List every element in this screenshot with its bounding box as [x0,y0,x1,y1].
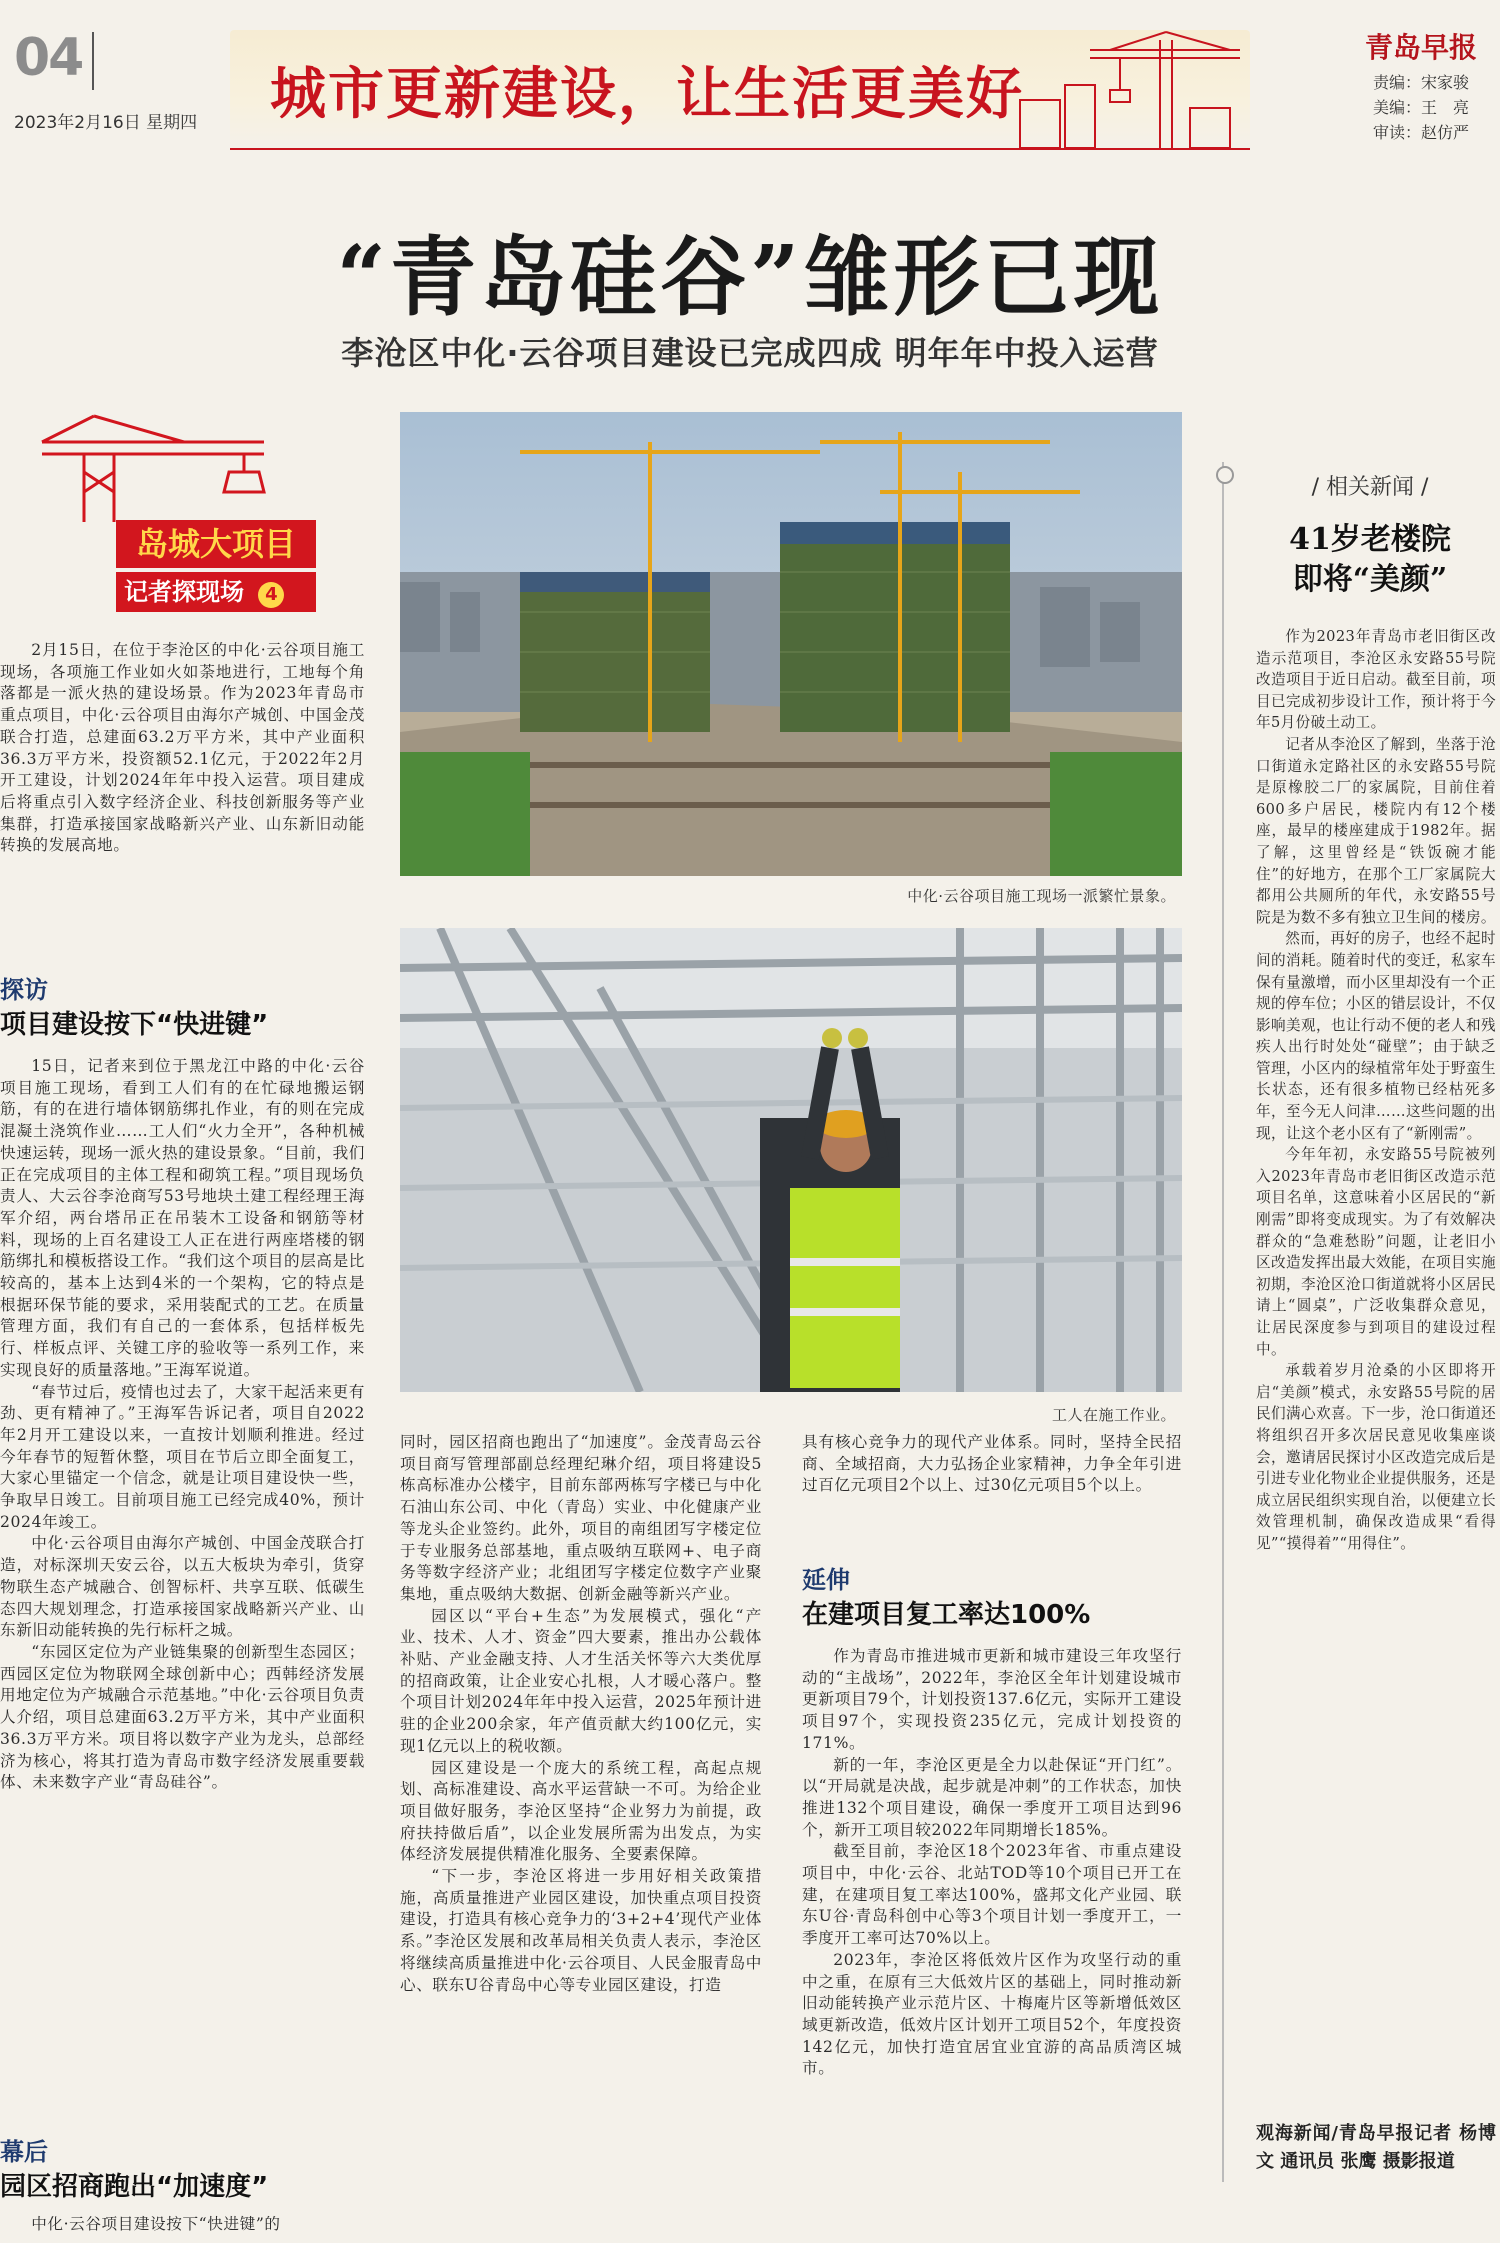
badge-number: 4 [258,582,284,608]
lead-paragraph [0,640,365,857]
editor-line: 美编：王 亮 [1373,98,1470,117]
related-news-paragraph: 然而，再好的房子，也经不起时间的消耗。随着时代的变迁，私家车保有量激增，而小区里却没有一个正规的停车位；小区的错层设计，不仅影响美观，也让行动不便的老人和残疾人出行时处处“碰壁”；由于缺乏管理，小区内的绿植常年处于野蛮生长状态，还有很多植物已经枯死多年，至今无人问津……这些问题的出现，让这个老小区有了“新刚需”。 [1256,930,1496,1142]
section3-paragraph: 新的一年，李沧区更是全力以赴保证“开门红”。以“开局就是决战，起步就是冲刺”的工作状态，加快推进132个项目建设，确保一季度开工项目达到96个，新开工项目较2022年同期增长185%。 [802,1755,1182,1839]
section1-body [0,1056,365,1794]
column2-paragraph: 同时，园区招商也跑出了“加速度”。金茂青岛云谷项目商写管理部副总经理纪琳介绍，项目将建设5栋高标准办公楼宇，目前东部两栋写字楼已与中化石油山东公司、中化（青岛）实业、中化健康产业等龙头企业签约。此外，项目的南组团写字楼定位于专业服务总部基地，重点吸纳互联网+、电子商务等数字经济产业；北组团写字楼定位数字产业聚集地，重点吸纳大数据、创新金融等新兴产业。 [400,1433,762,1603]
subheadline: 李沧区中化·云谷项目建设已完成四成 明年年中投入运营 [341,334,1159,372]
related-news-paragraph: 今年年初，永安路55号院被列入2023年青岛市老旧街区改造示范项目名单，这意味着小区居民的“新刚需”即将变成现实。为了有效解决群众的“急难愁盼”问题，让老旧小区改造发挥出最大效能，在项目实施初期，李沧区沧口街道就将小区居民请上“圆桌”，广泛收集群众意见，让居民深度参与到项目的建设过程中。 [1256,1146,1496,1358]
page-number: 04 [14,28,83,88]
section1-tag: 探访 [0,976,48,1004]
section1-paragraph: 15日，记者来到位于黑龙江中路的中化·云谷项目施工现场，看到工人们有的在忙碌地搬运钢筋，有的在进行墙体钢筋绑扎作业，有的则在完成混凝土浇筑作业……工人们“火力全开”，各种机械快速运转，现场一派火热的建设景象。“目前，我们正在完成项目的主体工程和砌筑工程。”项目现场负责人、大云谷李沧商写53号地块土建工程经理王海军介绍，两台塔吊正在吊装木工设备和钢筋等材料，现场的上百名建设工人正在进行两座塔楼的钢筋绑扎和模板搭设工作。“我们这个项目的层高是比较高的，基本上达到4米的一个架构，它的特点是根据环保节能的要求，采用装配式的工艺。在质量管理方面，我们有自己的一套体系，包括样板先行、样板点评、关键工序的验收等一系列工作，来实现良好的质量落地。”王海军说道。 [0,1057,365,1379]
related-news-paragraph: 记者从李沧区了解到，坐落于沧口街道永定路社区的永安路55号院是原橡胶二厂的家属院，目前住着600多户居民，楼院内有12个楼座，最早的楼座建成于1982年。据了解，这里曾经是“铁饭碗才能住”的好地方，在那个工厂家属院大都用公共厕所的年代，永安路55号院是为数不多有独立卫生间的楼房。 [1256,735,1496,926]
editor-line: 审读：赵仿严 [1373,123,1470,142]
editor-line: 责编：宋家骏 [1373,73,1470,92]
sidebar-divider [1222,462,1224,2182]
section2-tag: 幕后 [0,2138,48,2166]
related-news-title-line: 41岁老楼院 [1289,522,1451,557]
column2-paragraph: 园区以“平台+生态”为发展模式，强化“产业、技术、人才、资金”四大要素，推出办公载体补贴、产业金融支持、人才生活关怀等六大类优厚的招商政策，让企业安心扎根，人才暖心落户。整个项目计划2024年年中投入运营，2025年预计进驻的企业200余家，年产值贡献大约100亿元，实现1亿元以上的税收额。 [400,1606,762,1755]
section3-body [802,1646,1182,2080]
crane-badge-icon [34,412,274,522]
related-news-tag: / 相关新闻 / [1311,475,1429,500]
section3-paragraph: 作为青岛市推进城市更新和城市建设三年攻坚行动的“主战场”，2022年，李沧区全年计划建设城市更新项目79个，计划投资137.6亿元，实际开工建设项目97个，实现投资235亿元，完成计划投资的171%。 [802,1647,1182,1752]
section1-paragraph: “春节过后，疫情也过去了，大家干起活来更有劲、更有精神了。”王海军告诉记者，项目自2022年2月开工建设以来，一直按计划顺利推进。经过今年春节的短暂休整，项目在节后立即全面复工，大家心里锚定一个信念，就是让项目建设快一些，争取早日竣工。目前项目施工已经完成40%，预计2024年竣工。 [0,1382,365,1531]
editor-credits [1373,70,1469,145]
column3-paragraph: 具有核心竞争力的现代产业体系。同时，坚持全民招商、全域招商，大力弘扬企业家精神，力争全年引进过百亿元项目2个以上、过30亿元项目5个以上。 [802,1433,1182,1495]
headline: “青岛硅谷”雏形已现 [336,227,1164,328]
badge-subtitle [116,572,316,612]
crane-skyline-icon [990,30,1250,148]
section2-body [0,2214,365,2236]
section-banner [230,30,1250,150]
column2-body [400,1432,762,1996]
related-news-byline: 观海新闻/青岛早报记者 杨博文 通讯员 张鹰 摄影报道 [1256,2123,1496,2172]
lead-text: 2月15日，在位于李沧区的中化·云谷项目施工现场，各项施工作业如火如荼地进行，工地每个角落都是一派火热的建设场景。作为2023年青岛市重点项目，中化·云谷项目由海尔产城创、中国金茂联合打造，总建面63.2万平方米，其中产业面积36.3万平方米，投资额52.1亿元，于2022年2月开工建设，计划2024年年中投入运营。项目建成后将重点引入数字经济企业、科技创新服务等产业集群，打造承接国家战略新兴产业、山东新旧动能转换的发展高地。 [0,641,365,855]
banner-title: 城市更新建设，让生活更美好 [270,61,1024,127]
section3-paragraph: 截至目前，李沧区18个2023年省、市重点建设项目中，中化·云谷、北站TOD等10个项目已开工在建，在建项目复工率达100%，盛邦文化产业园、联东U谷·青岛科创中心等3个项目计划一季度开工，一季度开工率可达70%以上。 [802,1842,1182,1948]
section3-tag: 延伸 [802,1566,850,1594]
section3-paragraph: 2023年，李沧区将低效片区作为攻坚行动的重中之重，在原有三大低效片区的基础上，同时推动新旧动能转换产业示范片区、十梅庵片区等新增低效区域更新改造，低效片区计划开工项目52个，年度投资142亿元，加快打造宜居宜业宜游的高品质湾区城市。 [802,1950,1182,2078]
worker-illustration [400,928,1182,1392]
column2-paragraph: “下一步，李沧区将进一步用好相关政策措施，高质量推进产业园区建设，加快重点项目投资建设，打造具有核心竞争力的‘3+2+4’现代产业体系。”李沧区发展和改革局相关负责人表示，李沧区将继续高质量推进中化·云谷项目、人民金服青岛中心、联东U谷青岛中心等专业园区建设，打造 [400,1867,762,1994]
construction-site-illustration [400,412,1182,876]
section1-paragraph: 中化·云谷项目由海尔产城创、中国金茂联合打造，对标深圳天安云谷，以五大板块为牵引，货穿物联生态产城融合、创智标杆、共享互联、低碳生态四大规划理念，打造承接国家战略新兴产业、山东新旧动能转换的先行标杆之城。 [0,1534,365,1640]
related-news-title [1240,520,1500,600]
column2-paragraph: 园区建设是一个庞大的系统工程，高起点规划、高标准建设、高水平运营缺一不可。为给企业项目做好服务，李沧区坚持“企业努力为前提，政府扶持做后盾”，以企业发展所需为出发点，为实体经济发展提供精准化服务、全要素保障。 [400,1758,762,1864]
section1-paragraph: “东园区定位为产业链集聚的创新型生态园区；西园区定位为物联网全球创新中心；西韩经济发展用地定位为产城融合示范基地。”中化·云谷项目负责人介绍，项目总建面63.2万平方米，其中产业面积36.3万平方米。项目将以数字产业为龙头，总部经济为核心，将其打造为青岛市数字经济发展重要载体、未来数字产业“青岛硅谷”。 [0,1642,365,1792]
photo2-caption: 工人在施工作业。 [1051,1406,1176,1424]
section2-paragraph: 中化·云谷项目建设按下“快进键”的 [31,2215,281,2233]
badge-subtitle-text: 记者探现场 [124,578,244,606]
issue-date: 2023年2月16日 星期四 [14,113,198,133]
related-news-title-line: 即将“美颜” [1292,562,1448,597]
column3-top [802,1432,1182,1497]
badge-title: 岛城大项目 [116,520,316,568]
sidebar-divider-knob [1216,466,1234,484]
photo1-caption: 中化·云谷项目施工现场一派繁忙景象。 [907,887,1176,905]
worker-photo [400,928,1182,1392]
section2-title: 园区招商跑出“加速度” [0,2172,269,2202]
related-news-paragraph: 承载着岁月沧桑的小区即将开启“美颜”模式，永安路55号院的居民们满心欢喜。下一步，沧口街道还将组织召开多次居民意见收集座谈会，邀请居民探讨小区改造完成后是引进专业化物业企业提供服务，还是成立居民组织实现自治，以便建立长效管理机制，确保改造成果“看得见”“摸得着”“用得住”。 [1256,1362,1496,1552]
banner-rule [230,148,1250,150]
construction-site-photo [400,412,1182,876]
section3-title: 在建项目复工率达100% [802,1600,1091,1630]
related-news-paragraph: 作为2023年青岛市老旧街区改造示范项目，李沧区永安路55号院改造项目于近日启动。截至目前，项目已完成初步设计工作，预计将于今年5月份破土动工。 [1256,628,1496,732]
masthead-logo: 青岛早报 [1365,31,1478,64]
related-news-body [1256,626,1496,1555]
section1-title: 项目建设按下“快进键” [0,1010,269,1040]
page-number-divider [92,32,94,90]
